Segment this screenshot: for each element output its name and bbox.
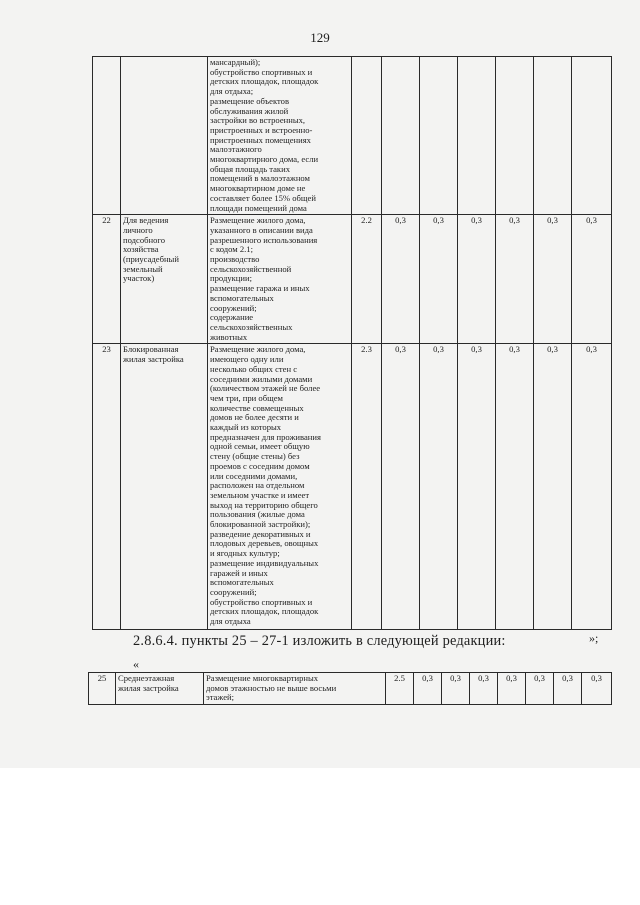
- row-number: [93, 57, 121, 215]
- value-cell: 0,3: [572, 344, 612, 630]
- value-cell: [420, 57, 458, 215]
- use-code: 2.2: [352, 215, 382, 344]
- use-type-name: Среднеэтажная жилая застройка: [116, 673, 204, 705]
- use-type-name: [121, 57, 208, 215]
- row-number: 25: [89, 673, 116, 705]
- land-use-table: [92, 56, 612, 630]
- value-cell: 0,3: [498, 673, 526, 705]
- use-description: Размещение жилого дома, указанного в описании вида разрешенного использования с кодом 2.1; производство сельскохозяйственной продукции; размещение гаража и иных вспомогательных сооружений; содержание сельскохозяйственных животных: [208, 215, 352, 344]
- use-type-name: Для ведения личного подсобного хозяйства (приусадебный земельный участок): [121, 215, 208, 344]
- value-cell: 0,3: [442, 673, 470, 705]
- value-cell: 0,3: [470, 673, 498, 705]
- value-cell: 0,3: [496, 215, 534, 344]
- value-cell: 0,3: [534, 215, 572, 344]
- table-row: [93, 57, 612, 215]
- use-code: 2.3: [352, 344, 382, 630]
- use-description: Размещение жилого дома, имеющего одну или несколько общих стен с соседними жилыми домами (количеством этажей не более чем три, при общем количестве совмещенных домов не более десяти и каждый из которых предназначен для проживания одной семьи, имеет общую стену (общие стены) без проемов с соседним домом или соседними домами, расположен на отдельном земельном участке и имеет выход на территорию общего пользования (жилые дома блокированной застройки); разведение декоративных и плодовых деревьев, овощных и ягодных культур; размещение индивидуальных гаражей и иных вспомогательных сооружений; обустройство спортивных и детских площадок, площадок для отдыха: [208, 344, 352, 630]
- table-row: [93, 344, 612, 630]
- use-description: Размещение многоквартирных домов этажностью не выше восьми этажей;: [204, 673, 386, 705]
- value-cell: [572, 57, 612, 215]
- row-number: 23: [93, 344, 121, 630]
- value-cell: 0,3: [420, 215, 458, 344]
- value-cell: 0,3: [554, 673, 582, 705]
- value-cell: [534, 57, 572, 215]
- value-cell: 0,3: [582, 673, 612, 705]
- value-cell: [458, 57, 496, 215]
- value-cell: 0,3: [382, 215, 420, 344]
- value-cell: 0,3: [458, 215, 496, 344]
- land-use-table-continued: [88, 672, 612, 705]
- value-cell: 0,3: [382, 344, 420, 630]
- opening-quote: «: [133, 657, 139, 671]
- value-cell: 0,3: [458, 344, 496, 630]
- section-heading: 2.8.6.4. пункты 25 – 27-1 изложить в следующей редакции:: [133, 633, 506, 649]
- page-number: 129: [310, 30, 330, 45]
- use-type-name: Блокированная жилая застройка: [121, 344, 208, 630]
- closing-quote: »;: [589, 631, 599, 645]
- table-row: [89, 673, 612, 705]
- row-number: 22: [93, 215, 121, 344]
- value-cell: 0,3: [526, 673, 554, 705]
- use-code: 2.5: [386, 673, 414, 705]
- value-cell: 0,3: [534, 344, 572, 630]
- use-code: [352, 57, 382, 215]
- value-cell: 0,3: [572, 215, 612, 344]
- table-row: [93, 215, 612, 344]
- value-cell: [496, 57, 534, 215]
- value-cell: 0,3: [496, 344, 534, 630]
- value-cell: 0,3: [414, 673, 442, 705]
- value-cell: 0,3: [420, 344, 458, 630]
- use-description: мансардный); обустройство спортивных и детских площадок, площадок для отдыха; размещение объектов обслуживания жилой застройки во встроенных, пристроенных и встроенно- пристроенных помещениях малоэтажного многоквартирного дома, если общая площадь таких помещений в малоэтажном многоквартирном доме не составляет более 15% общей площади помещений дома: [208, 57, 352, 215]
- value-cell: [382, 57, 420, 215]
